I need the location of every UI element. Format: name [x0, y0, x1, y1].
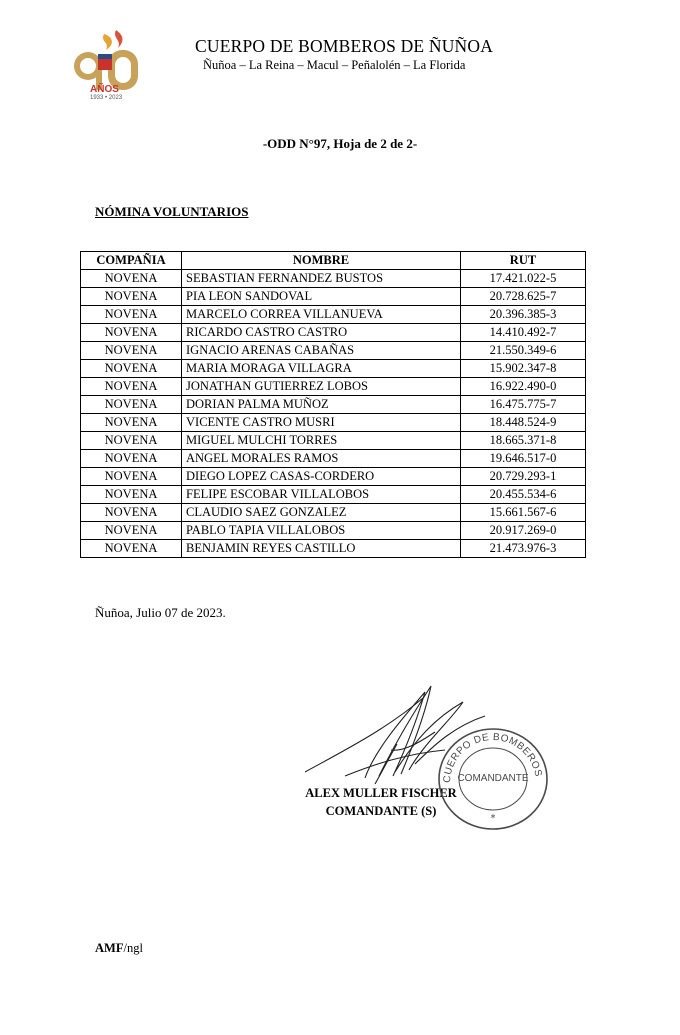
table-row: [81, 540, 586, 558]
stamp-center-text: COMANDANTE: [457, 773, 529, 784]
table-row: [81, 378, 586, 396]
communes-subtitle: Ñuñoa – La Reina – Macul – Peñalolén – La Florida: [203, 58, 466, 72]
table-row: [81, 270, 586, 288]
logo-years: 1933 • 2023: [90, 95, 123, 101]
cell-nombre: DIEGO LOPEZ CASAS-CORDERO: [182, 468, 461, 486]
signatory-title: COMANDANTE (S): [325, 804, 437, 818]
cell-rut: 20.917.269-0: [461, 522, 586, 540]
table-row: [81, 342, 586, 360]
cell-rut: 15.902.347-8: [461, 360, 586, 378]
cell-compania: NOVENA: [81, 306, 182, 324]
cell-nombre: RICARDO CASTRO CASTRO: [182, 324, 461, 342]
table-row: [81, 288, 586, 306]
logo-word: AÑOS: [90, 84, 119, 95]
cell-nombre: CLAUDIO SAEZ GONZALEZ: [182, 504, 461, 522]
table-row: [81, 432, 586, 450]
cell-rut: 19.646.517-0: [461, 450, 586, 468]
footer-initials: [95, 941, 143, 956]
cell-nombre: MARIA MORAGA VILLAGRA: [182, 360, 461, 378]
cell-nombre: FELIPE ESCOBAR VILLALOBOS: [182, 486, 461, 504]
cell-nombre: DORIAN PALMA MUÑOZ: [182, 396, 461, 414]
cell-nombre: MARCELO CORREA VILLANUEVA: [182, 306, 461, 324]
stamp-graphic: [436, 727, 550, 831]
cell-nombre: IGNACIO ARENAS CABAÑAS: [182, 342, 461, 360]
signatory-name: ALEX MULLER FISCHER: [305, 786, 457, 800]
cell-rut: 20.455.534-6: [461, 486, 586, 504]
cell-rut: 16.922.490-0: [461, 378, 586, 396]
volunteer-table: [80, 251, 586, 558]
table-row: [81, 486, 586, 504]
cell-compania: NOVENA: [81, 270, 182, 288]
table-body: [81, 270, 586, 558]
cell-rut: 20.728.625-7: [461, 288, 586, 306]
organization-title: CUERPO DE BOMBEROS DE ÑUÑOA: [195, 36, 494, 56]
cell-compania: NOVENA: [81, 342, 182, 360]
author-initials: AMF: [95, 941, 124, 955]
table-row: [81, 324, 586, 342]
cell-rut: 16.475.775-7: [461, 396, 586, 414]
place-date: Ñuñoa, Julio 07 de 2023.: [95, 605, 226, 620]
cell-nombre: BENJAMIN REYES CASTILLO: [182, 540, 461, 558]
cell-rut: 18.665.371-8: [461, 432, 586, 450]
cell-compania: NOVENA: [81, 468, 182, 486]
anniversary-logo: [60, 28, 158, 104]
cell-compania: NOVENA: [81, 540, 182, 558]
column-header-compania: COMPAÑIA: [81, 252, 182, 270]
table-row: [81, 468, 586, 486]
cell-rut: 17.421.022-5: [461, 270, 586, 288]
table-row: [81, 360, 586, 378]
cell-nombre: PIA LEON SANDOVAL: [182, 288, 461, 306]
table-row: [81, 450, 586, 468]
section-title: NÓMINA VOLUNTARIOS: [95, 204, 249, 219]
official-stamp: [436, 727, 550, 831]
stamp-star-icon: *: [490, 813, 496, 824]
table-row: [81, 522, 586, 540]
cell-rut: 21.550.349-6: [461, 342, 586, 360]
cell-rut: 14.410.492-7: [461, 324, 586, 342]
cell-nombre: MIGUEL MULCHI TORRES: [182, 432, 461, 450]
stamp-ring-text: CUERPO DE BOMBEROS: [441, 731, 544, 784]
cell-nombre: SEBASTIAN FERNANDEZ BUSTOS: [182, 270, 461, 288]
cell-rut: 21.473.976-3: [461, 540, 586, 558]
cell-compania: NOVENA: [81, 324, 182, 342]
cell-nombre: PABLO TAPIA VILLALOBOS: [182, 522, 461, 540]
cell-compania: NOVENA: [81, 414, 182, 432]
cell-compania: NOVENA: [81, 288, 182, 306]
cell-compania: NOVENA: [81, 522, 182, 540]
table-row: [81, 306, 586, 324]
cell-nombre: JONATHAN GUTIERREZ LOBOS: [182, 378, 461, 396]
table-header-row: [81, 252, 586, 270]
cell-compania: NOVENA: [81, 378, 182, 396]
cell-nombre: VICENTE CASTRO MUSRI: [182, 414, 461, 432]
cell-rut: 20.729.293-1: [461, 468, 586, 486]
cell-compania: NOVENA: [81, 432, 182, 450]
cell-compania: NOVENA: [81, 486, 182, 504]
cell-compania: NOVENA: [81, 450, 182, 468]
cell-rut: 20.396.385-3: [461, 306, 586, 324]
cell-nombre: ANGEL MORALES RAMOS: [182, 450, 461, 468]
column-header-rut: RUT: [461, 252, 586, 270]
column-header-nombre: NOMBRE: [182, 252, 461, 270]
cell-compania: NOVENA: [81, 396, 182, 414]
cell-rut: 18.448.524-9: [461, 414, 586, 432]
cell-rut: 15.661.567-6: [461, 504, 586, 522]
cell-compania: NOVENA: [81, 360, 182, 378]
cell-compania: NOVENA: [81, 504, 182, 522]
table-row: [81, 504, 586, 522]
typist-initials: /ngl: [123, 941, 143, 955]
document-reference: -ODD N°97, Hoja de 2 de 2-: [262, 136, 418, 151]
table-row: [81, 396, 586, 414]
table-row: [81, 414, 586, 432]
